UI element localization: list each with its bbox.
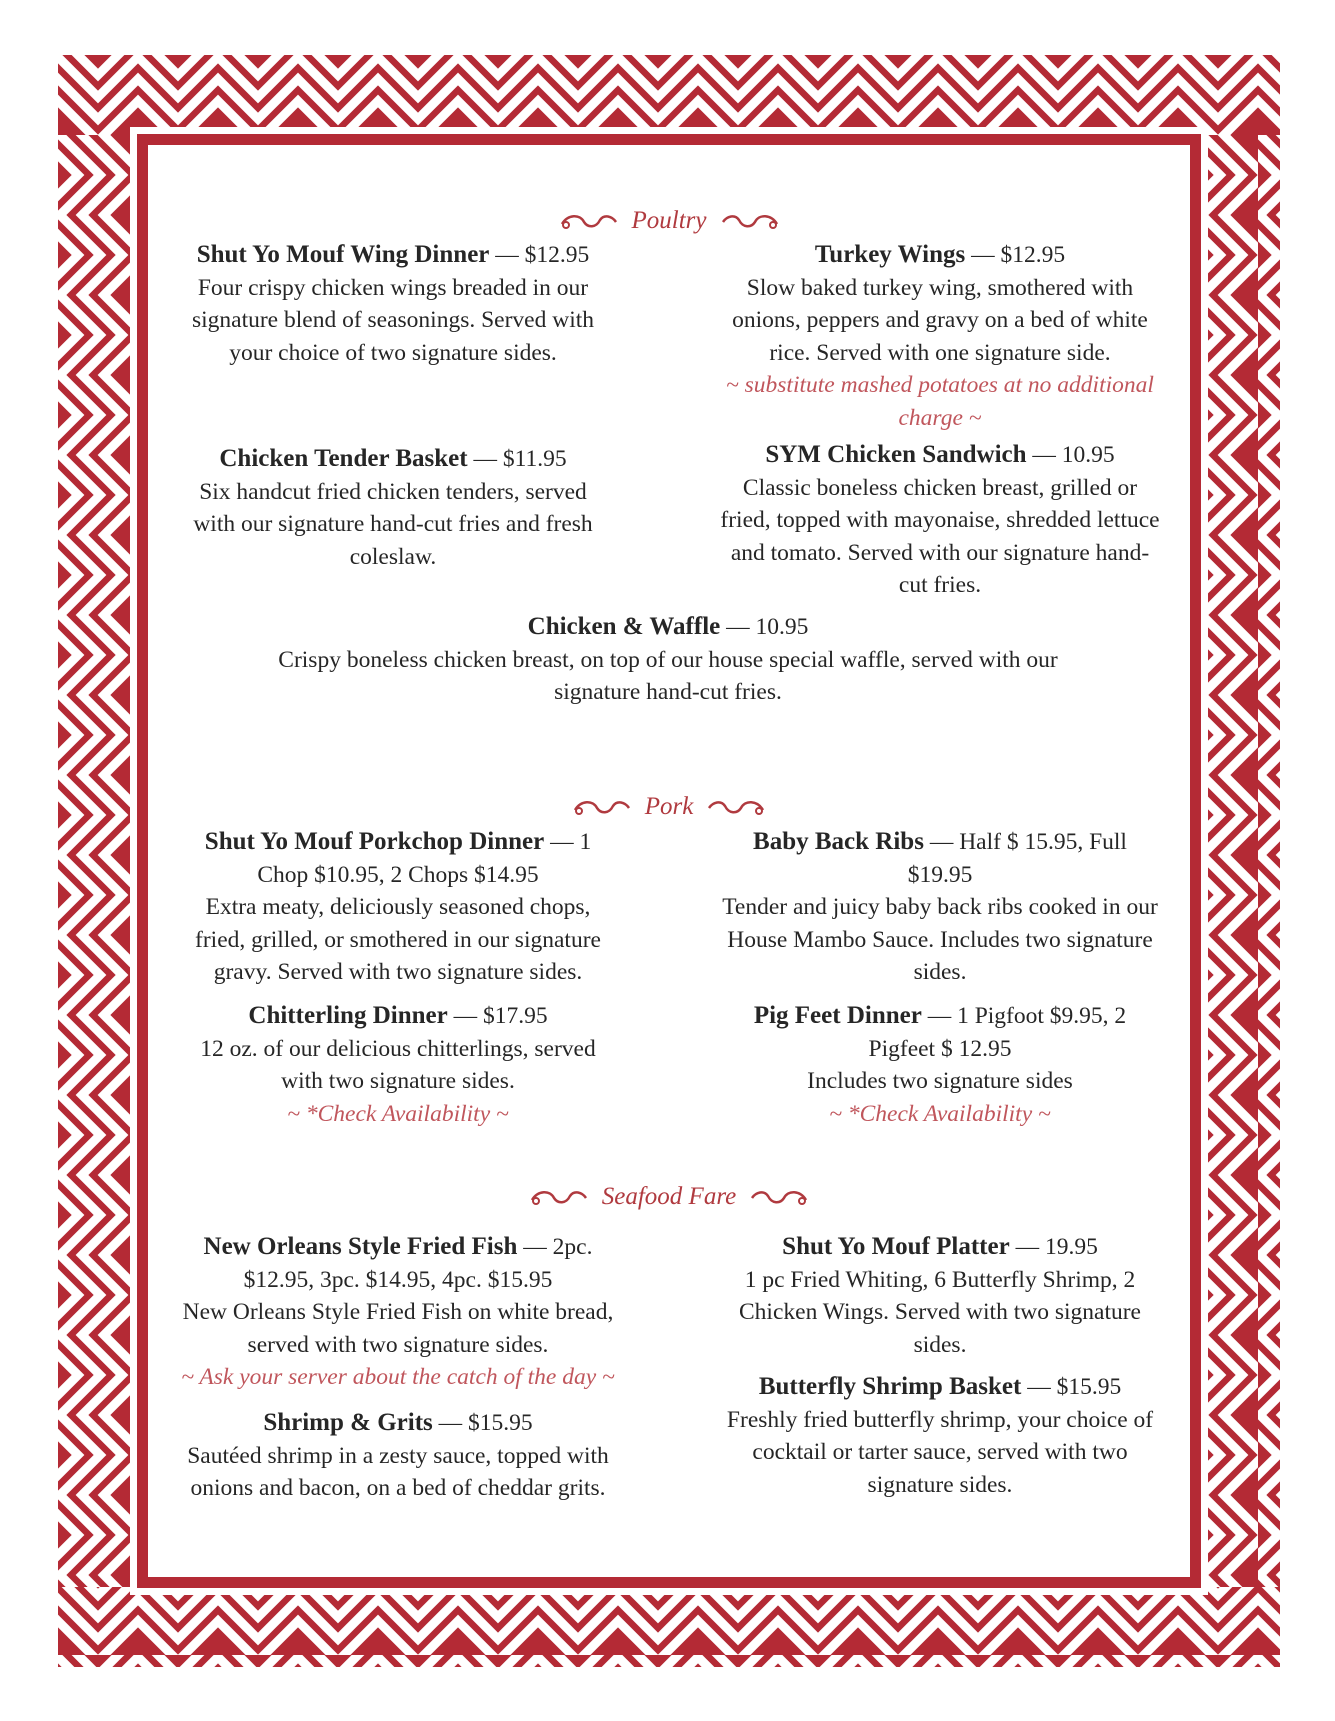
menu-item-butterfly-shrimp [720, 1371, 1160, 1501]
item-description: Freshly fried butterfly shrimp, your choice of cocktail or tarter sauce, served with two signature sides. [726, 1406, 1154, 1498]
item-description: Classic boneless chicken breast, grilled or fried, topped with mayonaise, shredded lettuce and tomato. Served with our signature hand-cut fries. [720, 474, 1160, 598]
item-description: Sautéed shrimp in a zesty sauce, topped with onions and bacon, on a bed of cheddar grits. [187, 1442, 609, 1501]
menu-item-tender-basket [178, 443, 608, 573]
item-name: SYM Chicken Sandwich [765, 441, 1027, 468]
menu-item-fried-fish [178, 1231, 618, 1394]
item-name: Chicken Tender Basket [219, 445, 468, 472]
item-price: — $12.95 [965, 242, 1066, 268]
menu-item-wing-dinner [178, 239, 608, 369]
scroll-flourish-icon [571, 796, 633, 818]
section-title-seafood [148, 1183, 1190, 1211]
menu-item-pig-feet-dinner [720, 1000, 1160, 1130]
item-description: Includes two signature sides [807, 1068, 1073, 1094]
menu-item-turkey-wings [720, 239, 1160, 434]
scroll-flourish-icon [558, 210, 620, 232]
item-description: New Orleans Style Fried Fish on white bread, served with two signature sides. [182, 1299, 614, 1358]
menu-item-platter [720, 1231, 1160, 1361]
item-price: — $15.95 [432, 1410, 533, 1436]
scroll-flourish-icon [705, 796, 767, 818]
menu-item-chitterling-dinner [178, 1000, 618, 1130]
item-name: Butterfly Shrimp Basket [758, 1373, 1022, 1400]
menu-item-baby-back-ribs [720, 826, 1160, 989]
item-description: Six handcut fried chicken tenders, served with our signature hand-cut fries and fresh coleslaw. [193, 478, 593, 570]
item-price: — 10.95 [720, 614, 809, 640]
item-name: Baby Back Ribs [753, 828, 924, 855]
item-price: — $17.95 [447, 1003, 548, 1029]
item-description: Four crispy chicken wings breaded in our signature blend of seasonings. Served with your choice of two signature sides. [191, 274, 595, 366]
item-price: — 1 Chop $10.95, 2 Chops $14.95 [257, 829, 592, 888]
menu-item-shrimp-grits [178, 1407, 618, 1505]
item-price: — $15.95 [1021, 1374, 1122, 1400]
item-price: — $11.95 [467, 446, 567, 472]
item-name: Chicken & Waffle [527, 613, 721, 640]
item-name: Shrimp & Grits [263, 1409, 433, 1436]
item-name: Shut Yo Mouf Platter [782, 1233, 1010, 1260]
item-note: ~ *Check Availability ~ [829, 1100, 1051, 1127]
item-name: Pig Feet Dinner [753, 1002, 922, 1029]
item-name: New Orleans Style Fried Fish [203, 1233, 518, 1260]
item-description: Crispy boneless chicken breast, on top of our house special waffle, served with our signature hand-cut fries. [278, 646, 1058, 705]
section-title-pork [148, 793, 1190, 821]
item-price: — Half $ 15.95, Full $19.95 [907, 829, 1127, 888]
item-note: ~ substitute mashed potatoes at no additional charge ~ [726, 372, 1154, 431]
item-price: — 10.95 [1026, 442, 1115, 468]
section-title-poultry [148, 207, 1190, 235]
item-description: Extra meaty, deliciously seasoned chops, fried, grilled, or smothered in our signature gravy. Served with two signature sides. [195, 894, 601, 985]
item-name: Chitterling Dinner [248, 1002, 448, 1029]
menu-panel [137, 134, 1201, 1588]
menu-item-chicken-waffle [238, 611, 1098, 709]
scroll-flourish-icon [719, 210, 781, 232]
item-description: 12 oz. of our delicious chitterlings, served with two signature sides. [200, 1035, 596, 1094]
scroll-flourish-icon [748, 1186, 810, 1208]
menu-item-porkchop-dinner [178, 826, 618, 989]
item-description: Slow baked turkey wing, smothered with onions, peppers and gravy on a bed of white rice. Served with one signature side. [732, 274, 1148, 366]
menu-item-sym-sandwich [720, 439, 1160, 602]
scroll-flourish-icon [528, 1186, 590, 1208]
section-label: Seafood Fare [601, 1183, 737, 1210]
item-price: — 2pc. $12.95, 3pc. $14.95, 4pc. $15.95 [243, 1234, 593, 1293]
item-note: ~ *Check Availability ~ [287, 1100, 509, 1127]
item-price: — 19.95 [1009, 1234, 1098, 1260]
item-name: Shut Yo Mouf Porkchop Dinner [204, 828, 545, 855]
section-label: Pork [644, 793, 694, 820]
item-name: Shut Yo Mouf Wing Dinner [196, 241, 490, 268]
item-description: 1 pc Fried Whiting, 6 Butterfly Shrimp, 2 Chicken Wings. Served with two signature sides. [739, 1266, 1141, 1358]
item-note: ~ Ask your server about the catch of the day ~ [181, 1364, 615, 1390]
item-name: Turkey Wings [814, 241, 966, 268]
section-label: Poultry [631, 207, 707, 234]
item-price: — 1 Pigfoot $9.95, 2 Pigfeet $ 12.95 [868, 1003, 1127, 1062]
item-price: — $12.95 [489, 242, 590, 268]
item-description: Tender and juicy baby back ribs cooked in our House Mambo Sauce. Includes two signature sides. [722, 894, 1158, 985]
